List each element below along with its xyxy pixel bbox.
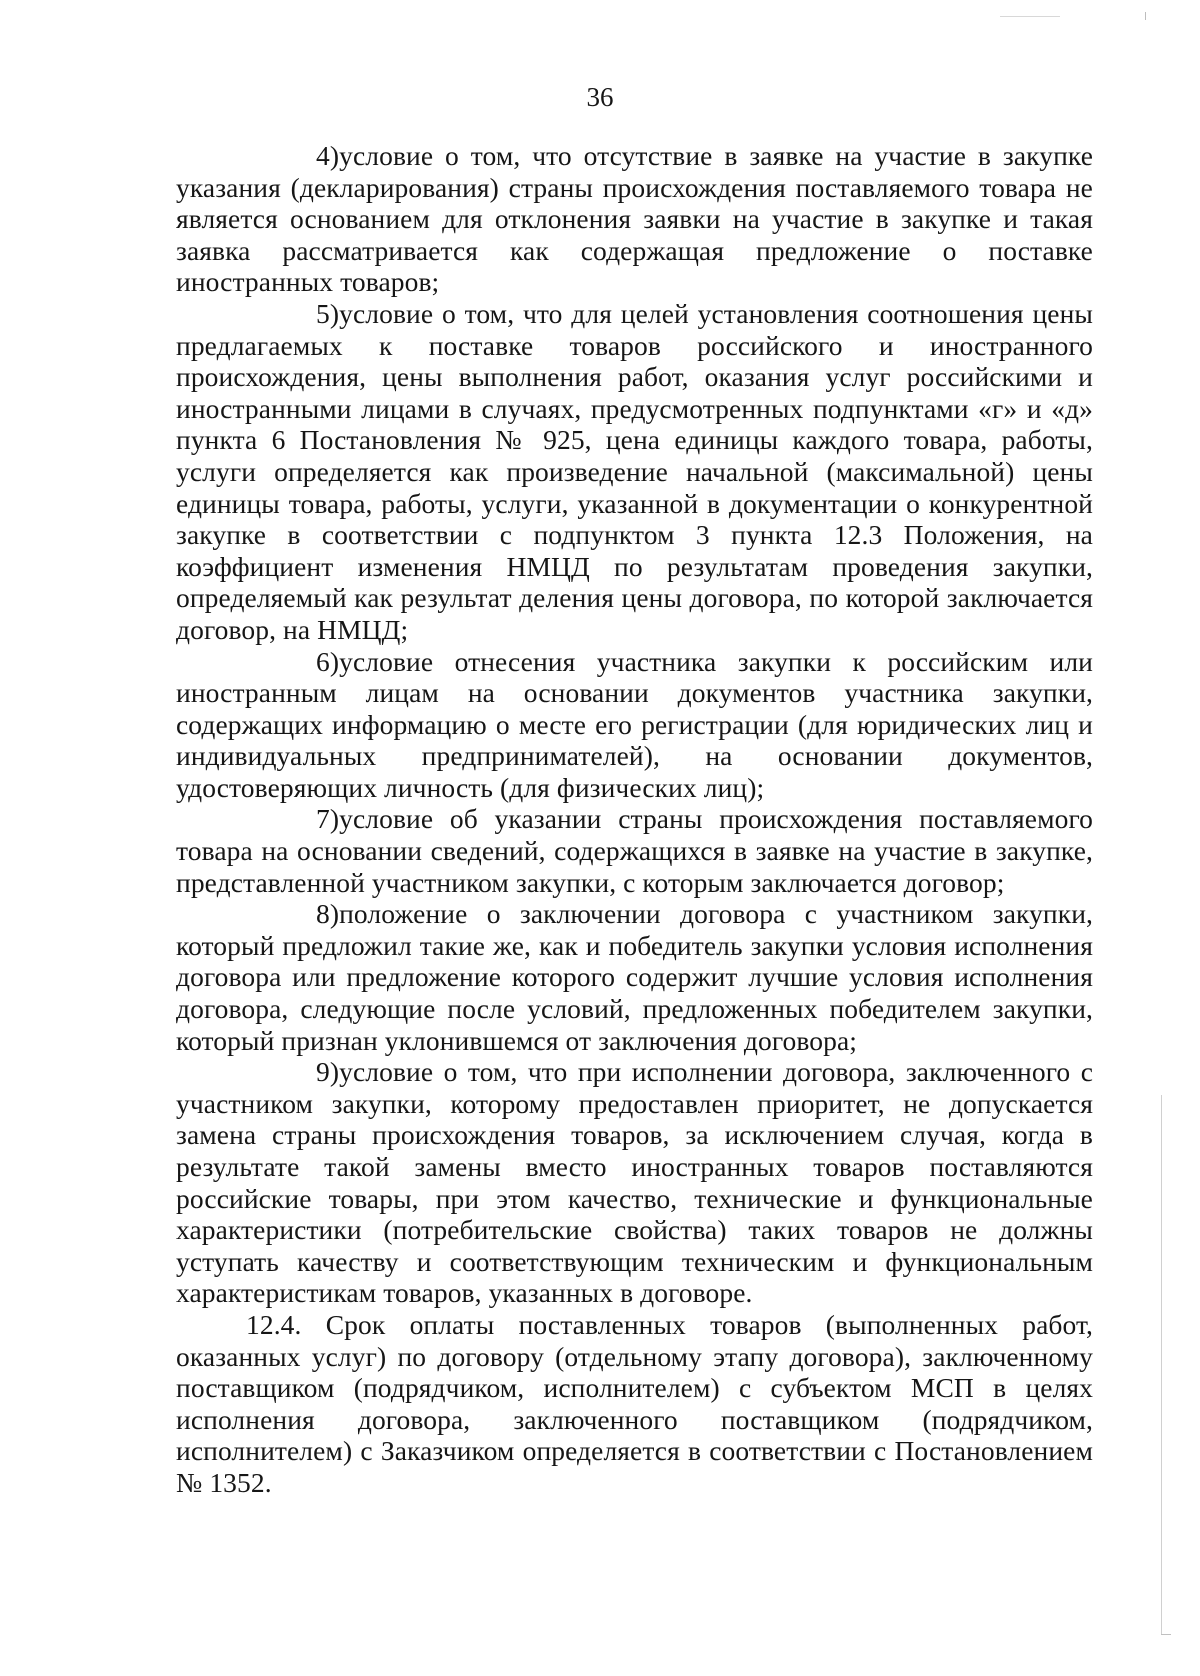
item-number: 6) — [316, 645, 340, 677]
section-12-4 — [176, 1309, 1093, 1499]
item-text: условие о том, что при исполнении договора, заключенного с участником закупки, которому предоставлен приоритет, не допускается замена страны происхождения товаров, за исключением случая, когда в результате такой замены вместо иностранных товаров поставляются российские товары, при этом качество, технические и функциональные характеристики (потребительские свойства) таких товаров не должны уступать качеству и соответствующим техническим и функциональным характеристикам товаров, указанных в договоре. — [176, 1056, 1093, 1309]
list-item-9 — [176, 1056, 1093, 1309]
scan-artifact-bottom-tick — [1161, 1634, 1171, 1635]
document-body — [176, 140, 1093, 1499]
item-number: 5) — [316, 297, 340, 329]
item-text: условие отнесения участника закупки к российским или иностранным лицам на основании документов участника закупки, содержащих информацию о месте его регистрации (для юридических лиц и индивидуальных предпринимателей), на основании документов, удостоверяющих личность (для физических лиц); — [176, 645, 1093, 803]
item-text: условие об указании страны происхождения поставляемого товара на основании сведений, содержащихся в заявке на участие в закупке, представленной участником закупки, с которым заключается договор; — [176, 803, 1093, 898]
list-item-6 — [176, 646, 1093, 804]
item-number: 4) — [316, 140, 340, 171]
scan-artifact-top-right — [1145, 12, 1146, 20]
item-number: 7) — [316, 803, 340, 835]
item-text: условие о том, что отсутствие в заявке на участие в закупке указания (декларирования) страны происхождения поставляемого товара не является основанием для отклонения заявки на участие в закупке и такая заявка рассматривается как содержащая предложение о поставке иностранных товаров; — [176, 140, 1093, 298]
scan-artifact-top — [1000, 16, 1060, 17]
section-text: 12.4. Срок оплаты поставленных товаров (выполненных работ, оказанных услуг) по договору (отдельному этапу договора), заключенному поставщиком (подрядчиком, исполнителем) с субъектом МСП в целях исполнения договора, заключенного поставщиком (подрядчиком, исполнителем) с Заказчиком определяется в соответствии с Постановлением № 1352. — [176, 1308, 1093, 1498]
scan-artifact-right-edge — [1161, 1095, 1162, 1635]
page-number: 36 — [586, 82, 614, 112]
list-item-8 — [176, 898, 1093, 1056]
list-item-5 — [176, 298, 1093, 646]
list-item-7 — [176, 803, 1093, 898]
item-number: 8) — [316, 898, 340, 930]
item-text: положение о заключении договора с участником закупки, который предложил такие же, как и победитель закупки условия исполнения договора или предложение которого содержит лучшие условия исполнения договора, следующие после условий, предложенных победителем закупки, который признан уклонившемся от заключения договора; — [176, 898, 1093, 1056]
item-text: условие о том, что для целей установления соотношения цены предлагаемых к поставке товаров российского и иностранного происхождения, цены выполнения работ, оказания услуг российскими и иностранными лицами в случаях, предусмотренных подпунктами «г» и «д» пункта 6 Постановления № 925, цена единицы каждого товара, работы, услуги определяется как произведение начальной (максимальной) цены единицы товара, работы, услуги, указанной в документации о конкурентной закупке в соответствии с подпунктом 3 пункта 12.3 Положения, на коэффициент изменения НМЦД по результатам проведения закупки, определяемый как результат деления цены договора, по которой заключается договор, на НМЦД; — [176, 297, 1093, 645]
list-item-4 — [176, 140, 1093, 298]
item-number: 9) — [316, 1056, 340, 1088]
